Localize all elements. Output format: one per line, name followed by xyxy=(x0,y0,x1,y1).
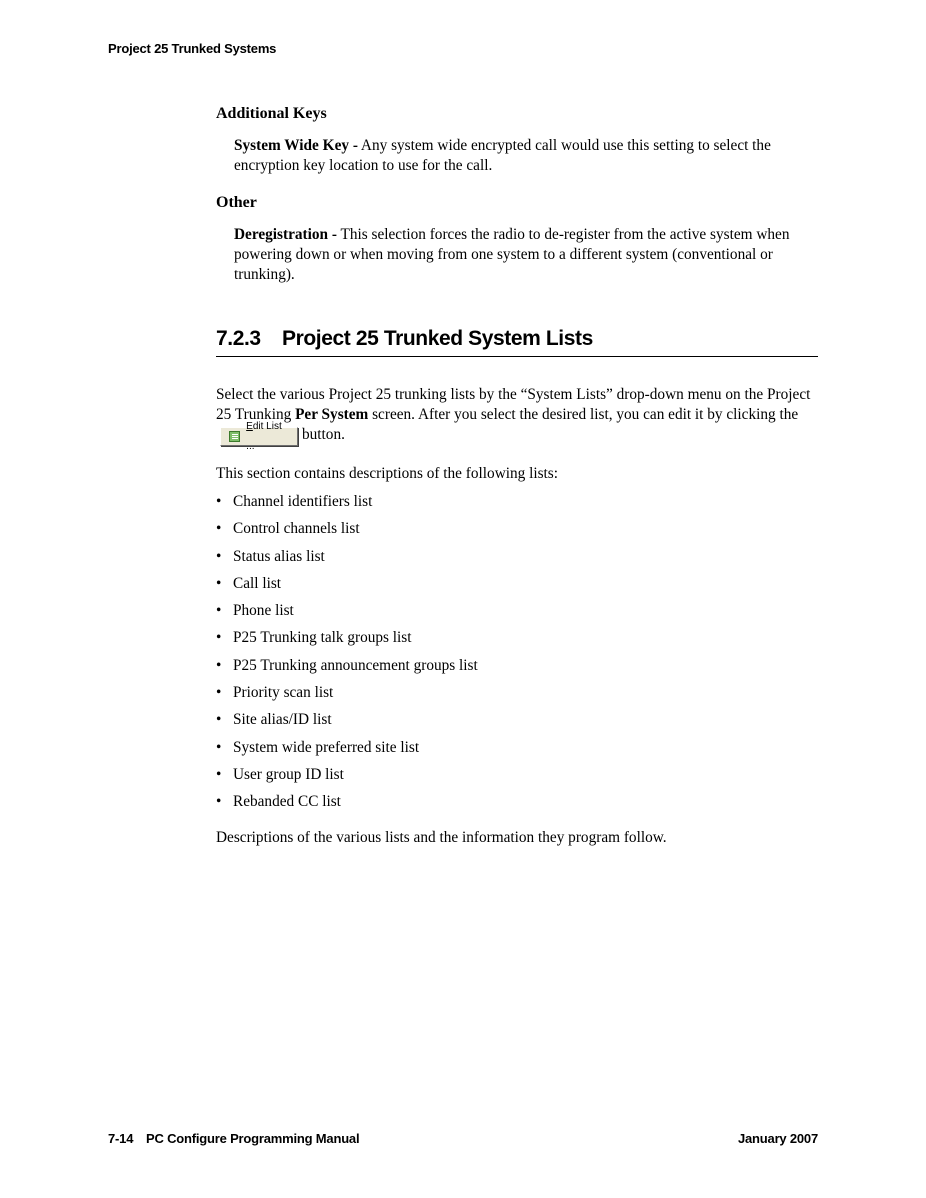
lists-intro-paragraph: This section contains descriptions of the following lists: xyxy=(216,465,559,482)
section-title: Project 25 Trunked System Lists xyxy=(282,327,593,350)
bullet-glyph: • xyxy=(216,793,222,811)
deregistration-paragraph xyxy=(234,225,818,285)
page-number: 7-14 xyxy=(108,1131,134,1146)
edit-list-label-rest: dit List ... xyxy=(246,420,282,452)
publication-date: January 2007 xyxy=(738,1131,818,1146)
list-item xyxy=(216,683,818,703)
list-item xyxy=(216,547,818,567)
additional-keys-heading: Additional Keys xyxy=(216,105,327,122)
list-item xyxy=(216,574,818,594)
intro-text-part1: Select the various Project 25 trunking lists by the “System Lists” drop-down menu on the Project 25 Trunking xyxy=(216,386,811,423)
list-item-text: Status alias list xyxy=(233,547,325,565)
list-item-text: System wide preferred site list xyxy=(233,738,420,756)
list-item xyxy=(216,792,818,812)
closing-paragraph: Descriptions of the various lists and the information they program follow. xyxy=(216,829,667,847)
list-item-text: Site alias/ID list xyxy=(233,711,332,729)
other-heading: Other xyxy=(216,194,257,211)
per-system-screen-name: Per System xyxy=(295,406,369,423)
list-item-text: Call list xyxy=(233,574,282,592)
system-wide-key-term: System Wide Key - xyxy=(234,137,358,154)
list-item xyxy=(216,492,818,512)
list-item-text: P25 Trunking talk groups list xyxy=(233,629,412,647)
list-item-text: Phone list xyxy=(233,602,294,620)
intro-text-part3: button. xyxy=(302,426,345,443)
bullet-glyph: • xyxy=(216,629,222,647)
running-header xyxy=(108,41,276,56)
section-intro-paragraph xyxy=(216,385,818,452)
list-item-text: Channel identifiers list xyxy=(233,493,373,510)
list-item-text: User group ID list xyxy=(233,765,344,783)
edit-list-button-label xyxy=(246,417,289,457)
section-heading xyxy=(216,327,818,357)
bullet-glyph: • xyxy=(216,738,222,756)
bullet-glyph: • xyxy=(216,520,222,538)
list-item-text: Control channels list xyxy=(233,520,360,538)
list-icon xyxy=(229,431,240,442)
system-wide-key-paragraph xyxy=(234,136,818,176)
list-item-text: Priority scan list xyxy=(233,684,334,702)
bullet-glyph: • xyxy=(216,602,222,620)
list-item-text: Rebanded CC list xyxy=(233,793,341,811)
deregistration-description: This selection forces the radio to de-register from the active system when powering down or when moving from one system to a different system (conventional or trunking). xyxy=(234,226,790,283)
bullet-glyph: • xyxy=(216,684,222,702)
list-item xyxy=(216,519,818,539)
list-item xyxy=(216,601,818,621)
system-wide-key-description: Any system wide encrypted call would use this setting to select the encryption key location to use for the call. xyxy=(234,137,771,174)
deregistration-term: Deregistration - xyxy=(234,226,337,243)
bullet-glyph: • xyxy=(216,547,222,565)
manual-title: PC Configure Programming Manual xyxy=(146,1131,360,1146)
list-item xyxy=(216,656,818,676)
bullet-glyph: • xyxy=(216,574,222,592)
bullet-glyph: • xyxy=(216,711,222,729)
list-item xyxy=(216,738,818,758)
list-item xyxy=(216,628,818,648)
edit-list-button[interactable] xyxy=(220,420,298,452)
running-header-title: Project 25 Trunked Systems xyxy=(108,41,277,56)
list-item xyxy=(216,765,818,785)
running-footer xyxy=(108,1131,818,1146)
section-number: 7.2.3 xyxy=(216,327,261,350)
list-item xyxy=(216,710,818,730)
list-item-text: P25 Trunking announcement groups list xyxy=(233,656,478,674)
bullet-glyph: • xyxy=(216,765,222,783)
edit-list-mnemonic: E xyxy=(246,420,253,432)
bullet-glyph: • xyxy=(216,656,222,674)
page-content xyxy=(216,104,818,848)
intro-text-part2: screen. After you select the desired list, you can edit it by clicking the xyxy=(368,406,799,423)
system-lists-bullets xyxy=(216,492,818,812)
bullet-glyph: • xyxy=(216,493,222,510)
